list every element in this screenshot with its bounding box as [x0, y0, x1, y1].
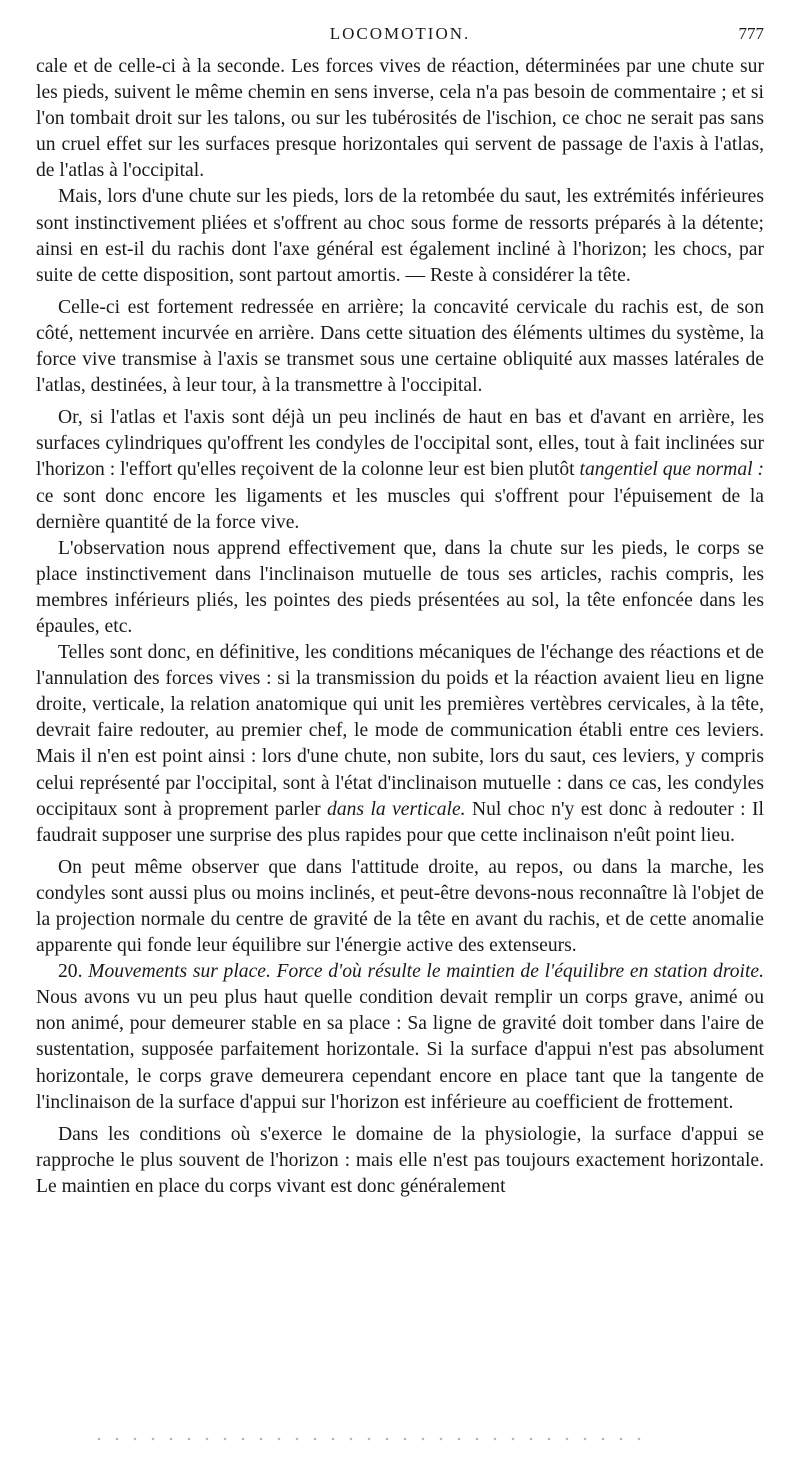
paragraph-3: Celle-ci est fortement redressée en arrière; la concavité cervicale du rachis est, de son côté, nettement incurvée en arrière. Dans cette situation des éléments ultimes du système, la force vive transmise à l'axis se transmet sous une certaine obliquité aux masses latérales de l'atlas, destinées, à leur tour, à la transmettre à l'occipital. — [36, 296, 764, 397]
running-title: LOCOMOTION. — [329, 24, 471, 43]
paragraph-4 — [36, 405, 764, 535]
section-heading: Mouvements sur place. Force d'où résulte le maintien de l'équilibre en station droite. — [88, 961, 764, 983]
show-through-marks — [90, 1436, 650, 1446]
paragraph-4-italic: tangentiel que normal : — [579, 459, 764, 481]
paragraph-5: L'observation nous apprend effectivement que, dans la chute sur les pieds, le corps se place instinctivement dans l'inclinaison mutuelle de tous ses articles, rachis compris, les membres inférieurs pliés, les pointes des pieds présentées au sol, la tête enfoncée dans les épaules, etc. — [36, 537, 764, 637]
paragraph-6-italic: dans la verticale. — [327, 798, 466, 820]
running-head — [36, 24, 764, 54]
paragraph-7: On peut même observer que dans l'attitude droite, au repos, ou dans la marche, les condyles sont aussi plus ou moins inclinés, et peut-être devons-nous reconnaître là l'objet de la projection normale du centre de gravité de la tête en avant du rachis, et de cette anomalie apparente qui fonde leur équilibre sur l'énergie active des extenseurs. — [36, 856, 764, 957]
section-20-text: Nous avons vu un peu plus haut quelle condition devait remplir un corps grave, animé ou non animé, pour demeurer stable en sa place : Sa ligne de gravité doit tomber dans l'aire de sustentation, supposée parfaitement horizontale. Si la surface d'appui n'est pas absolument horizontale, le corps grave demeurera cependant encore en place tant que la tangente de l'inclinaison de la surface d'appui sur l'horizon est inférieure au coefficient de frottement. — [36, 987, 764, 1113]
paragraph-6-text-end: Nul choc n'y est donc à redouter : Il faudrait supposer une surprise des plus rapides pour que cette inclinaison n'eût point lieu. — [36, 798, 765, 846]
paragraph-4-text-end: ce sont donc encore les ligaments et les muscles qui s'offrent pour l'épuisement de la dernière quantité de la force vive. — [36, 485, 764, 533]
paragraph-6-text: Telles sont donc, en définitive, les conditions mécaniques de l'échange des réactions et de l'annulation des forces vives : si la transmission du poids et la réaction avaient lieu en ligne droite, verticale, la relation anatomique qui unit les premières vertèbres cervicales, à la tête, devrait faire redouter, au premier chef, le mode de communication établi entre ces leviers. Mais il n'en est point ainsi : lors d'une chute, non subite, lors du saut, ces leviers, y compris celui représenté par l'occipital, sont à l'état d'inclinaison mutuelle : dans ce cas, les condyles occipitaux sont à proprement parler — [36, 642, 764, 820]
paragraph-9: Dans les conditions où s'exerce le domaine de la physiologie, la surface d'appui se rapproche le plus souvent de l'horizon : mais elle n'est pas toujours exactement horizontale. Le maintien en place du corps vivant est donc généralement — [36, 1123, 764, 1197]
paragraph-1: cale et de celle-ci à la seconde. Les forces vives de réaction, déterminées par une chute sur les pieds, suivent le même chemin en sens inverse, cela n'a pas besoin de commentaire ; et si l'on tombait droit sur les talons, ou sur les tubérosités de l'ischion, ce choc ne serait pas sans un cruel effet sur les surfaces presque horizontales qui servent de passage de l'axis à l'atlas, de l'atlas à l'occipital. — [36, 56, 764, 182]
section-20-paragraph — [36, 959, 764, 1116]
page-number: 777 — [738, 24, 764, 43]
paragraph-6 — [36, 640, 764, 849]
book-page — [36, 24, 764, 1200]
paragraph-2: Mais, lors d'une chute sur les pieds, lors de la retombée du saut, les extrémités inférieures sont instinctivement pliées et s'offrent au choc sous forme de ressorts préparés à la détente; ainsi en est-il du rachis dont l'axe général est également incliné à l'horizon; les chocs, par suite de cette disposition, sont partout amortis. — Reste à considérer la tête. — [36, 186, 764, 286]
section-number: 20. — [58, 961, 83, 983]
paragraph-4-text: Or, si l'atlas et l'axis sont déjà un peu inclinés de haut en bas et d'avant en arrière, les surfaces cylindriques qu'offrent les condyles de l'occipital sont, elles, tout à fait inclinées sur l'horizon : l'effort qu'elles reçoivent de la colonne leur est bien plutôt — [36, 407, 764, 481]
